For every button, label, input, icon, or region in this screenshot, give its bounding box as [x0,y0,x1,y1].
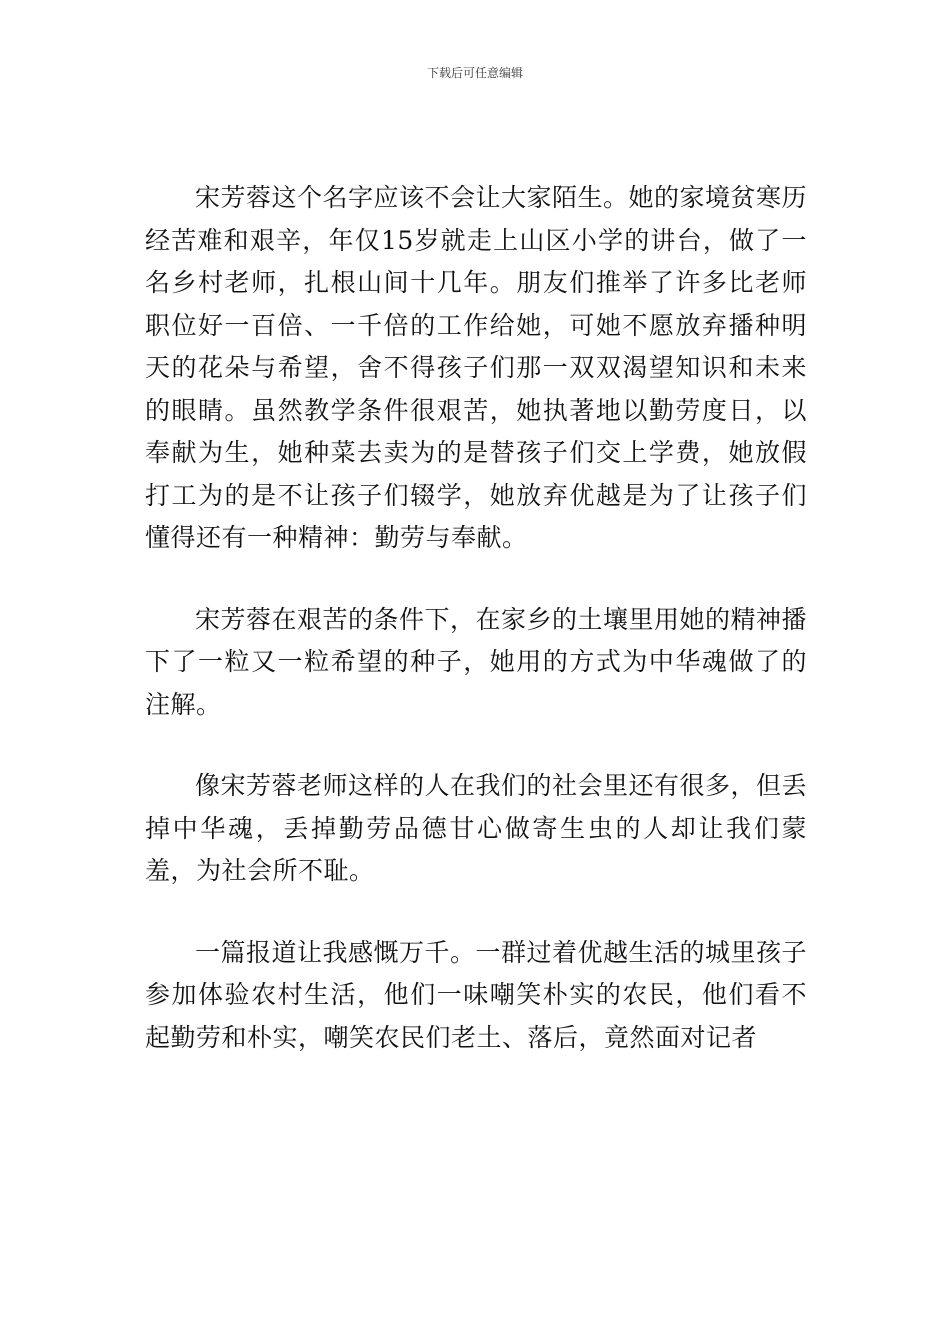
document-body [145,177,807,1098]
paragraph-2: 宋芳蓉在艰苦的条件下，在家乡的土壤里用她的精神播下了一粒又一粒希望的种子，她用的方式为中华魂做了的注解。 [145,604,808,719]
paragraph-1: 宋芳蓉这个名字应该不会让大家陌生。她的家境贫寒历经苦难和艰辛，年仅15岁就走上山区小学的讲台，做了一名乡村老师，扎根山间十几年。朋友们推举了许多比老师职位好一百倍、一千倍的工作给她，可她不愿放弃播种明天的花朵与希望，舍不得孩子们那一双双渴望知识和未来的眼睛。虽然教学条件很艰苦，她执著地以勤劳度日，以奉献为生，她种菜去卖为的是替孩子们交上学费，她放假打工为的是不让孩子们辍学，她放弃优越是为了让孩子们懂得还有一种精神：勤劳与奉献。 [145,183,808,552]
paragraph-3: 像宋芳蓉老师这样的人在我们的社会里还有很多，但丢掉中华魂，丢掉勤劳品德甘心做寄生虫的人却让我们蒙羞，为社会所不耻。 [145,771,808,885]
paragraph-4: 一篇报道让我感慨万千。一群过着优越生活的城里孩子参加体验农村生活，他们一味嘲笑朴实的农民，他们看不起勤劳和朴实，嘲笑农民们老土、落后，竟然面对记者 [145,937,808,1052]
header-note: 下载后可任意编辑 [426,66,523,80]
